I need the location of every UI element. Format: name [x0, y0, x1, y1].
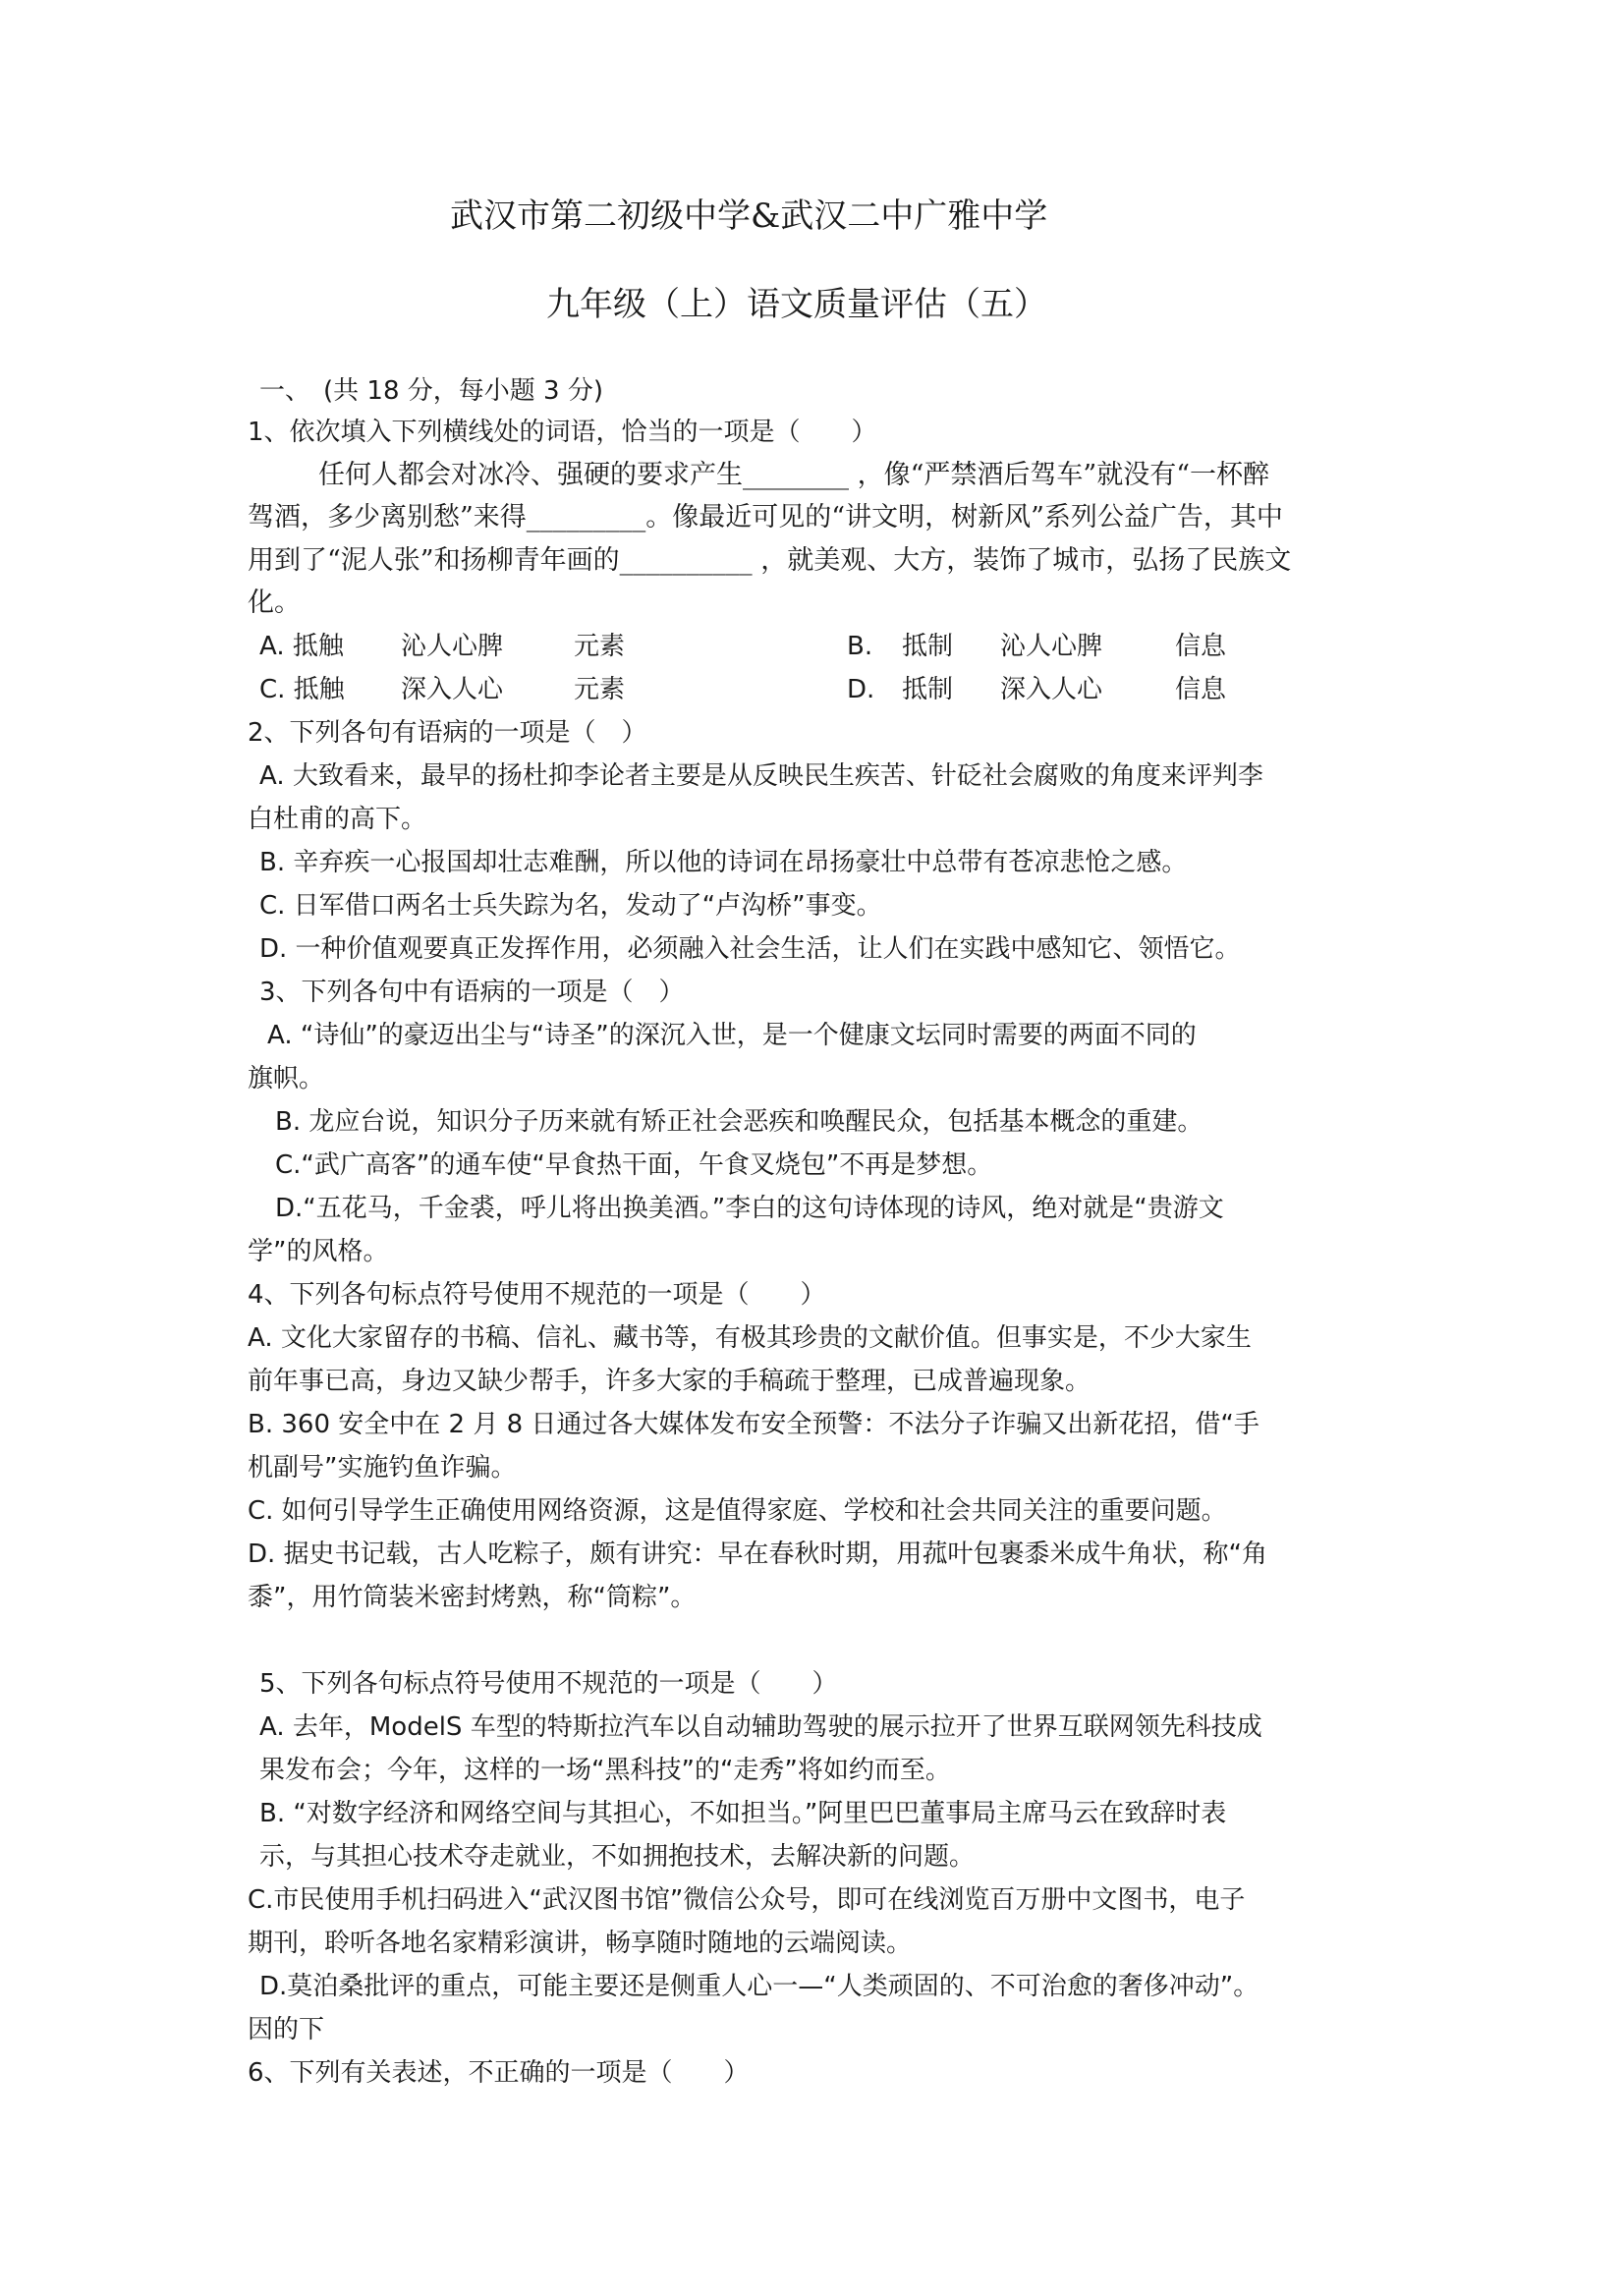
option-phrase: 深入人心: [401, 675, 504, 704]
q5-line: 期刊，聆听各地名家精彩演讲，畅享随时随地的云端阅读。: [248, 1929, 913, 1958]
q2-line: A. 大致看来，最早的扬杜抑李论者主要是从反映民生疾苦、针砭社会腐败的角度来评判李: [259, 761, 1263, 791]
q1-passage-line: 任何人都会对冰冷、强硬的要求产生________ ，像“严禁酒后驾车”就没有“一杯醉: [318, 460, 1269, 490]
q5-line: B. “对数字经济和网络空间与其担心，不如担当。”阿里巴巴董事局主席马云在致辞时表: [259, 1799, 1227, 1828]
option-word: 元素: [574, 632, 626, 661]
section-heading: 一、 (共 18 分，每小题 3 分): [259, 376, 603, 406]
option-word: 信息: [1175, 675, 1227, 704]
q3-line: B. 龙应台说，知识分子历来就有矫正社会恶疾和唤醒民众，包括基本概念的重建。: [275, 1107, 1203, 1137]
q3-line: D.“五花马，千金裘，呼儿将出换美酒。”李白的这句诗体现的诗风，绝对就是“贵游文: [275, 1194, 1224, 1223]
q4-line: 机副号”实施钓鱼诈骗。: [248, 1453, 517, 1483]
q1-passage-line: 化。: [248, 588, 301, 618]
q4-line: C. 如何引导学生正确使用网络资源，这是值得家庭、学校和社会共同关注的重要问题。: [248, 1496, 1227, 1526]
q4-line: A. 文化大家留存的书稿、信礼、藏书等，有极其珍贵的文献价值。但事实是，不少大家生: [248, 1323, 1252, 1353]
q3-line: 学”的风格。: [248, 1237, 389, 1266]
school-title: 武汉市第二初级中学&武汉二中广雅中学: [450, 196, 1048, 236]
q5-line: 因的下: [248, 2015, 325, 2044]
option-phrase: 沁人心脾: [1000, 632, 1103, 661]
question-3-stem: 3、下列各句中有语病的一项是（ ）: [259, 978, 685, 1007]
option-word: 抵制: [902, 675, 954, 704]
option-word: 抵制: [902, 632, 954, 661]
exam-title: 九年级（上）语文质量评估（五）: [546, 285, 1047, 324]
q2-line: C. 日军借口两名士兵失踪为名，发动了“卢沟桥”事变。: [259, 891, 882, 921]
q4-line: B. 360 安全中在 2 月 8 日通过各大媒体发布安全预警：不法分子诈骗又出新花招，借“手: [248, 1410, 1259, 1439]
question-5-stem: 5、下列各句标点符号使用不规范的一项是（ ）: [259, 1669, 838, 1699]
q5-line: 果发布会；今年，这样的一场“黑科技”的“走秀”将如约而至。: [259, 1756, 951, 1785]
option-phrase: 深入人心: [1000, 675, 1103, 704]
q4-line: 前年事已高，身边又缺少帮手，许多大家的手稿疏于整理，已成普遍现象。: [248, 1367, 1091, 1396]
question-1-stem: 1、依次填入下列横线处的词语，恰当的一项是（ ）: [248, 418, 877, 447]
q5-line: D.莫泊桑批评的重点，可能主要还是侧重人心一—“人类顽固的、不可治愈的奢侈冲动”。: [259, 1972, 1259, 2001]
question-6-stem: 6、下列有关表述，不正确的一项是（ ）: [248, 2058, 750, 2088]
option-letter: B.: [847, 632, 873, 661]
option-letter: D.: [847, 675, 875, 704]
q1-passage-line: 驾酒，多少离别愁”来得_________。像最近可见的“讲文明，树新风”系列公益广告，其中: [248, 502, 1283, 532]
option-letter-word: C. 抵触: [259, 675, 345, 704]
q5-line: 示，与其担心技术夺走就业，不如拥抱技术，去解决新的问题。: [259, 1842, 976, 1872]
q5-line: A. 去年，ModelS 车型的特斯拉汽车以自动辅助驾驶的展示拉开了世界互联网领先科技成: [259, 1712, 1262, 1742]
q2-line: 白杜甫的高下。: [248, 805, 427, 834]
question-4-stem: 4、下列各句标点符号使用不规范的一项是（ ）: [248, 1280, 826, 1310]
question-2-stem: 2、下列各句有语病的一项是（ ）: [248, 718, 647, 748]
q4-line: 黍”，用竹筒装米密封烤熟，称“筒粽”。: [248, 1583, 697, 1612]
q5-line: C.市民使用手机扫码进入“武汉图书馆”微信公众号，即可在线浏览百万册中文图书，电子: [248, 1885, 1246, 1915]
q3-line: 旗帜。: [248, 1064, 325, 1093]
q4-line: D. 据史书记载，古人吃粽子，颇有讲究：早在春秋时期，用菰叶包裹黍米成牛角状，称“角: [248, 1540, 1268, 1569]
q1-passage-line: 用到了“泥人张”和扬柳青年画的__________ ，就美观、大方，装饰了城市，弘扬了民族文: [248, 545, 1292, 576]
q2-line: B. 辛弃疾一心报国却壮志难酬，所以他的诗词在昂扬豪壮中总带有苍凉悲怆之感。: [259, 848, 1188, 877]
option-phrase: 沁人心脾: [401, 632, 504, 661]
q3-line: C.“武广高客”的通车使“早食热干面，午食叉烧包”不再是梦想。: [275, 1150, 993, 1180]
option-letter-word: A. 抵触: [259, 632, 344, 661]
option-word: 元素: [574, 675, 626, 704]
option-word: 信息: [1175, 632, 1227, 661]
q3-line: A. “诗仙”的豪迈出尘与“诗圣”的深沉入世，是一个健康文坛同时需要的两面不同的: [267, 1021, 1197, 1050]
q2-line: D. 一种价值观要真正发挥作用，必须融入社会生活，让人们在实践中感知它、领悟它。: [259, 934, 1241, 964]
